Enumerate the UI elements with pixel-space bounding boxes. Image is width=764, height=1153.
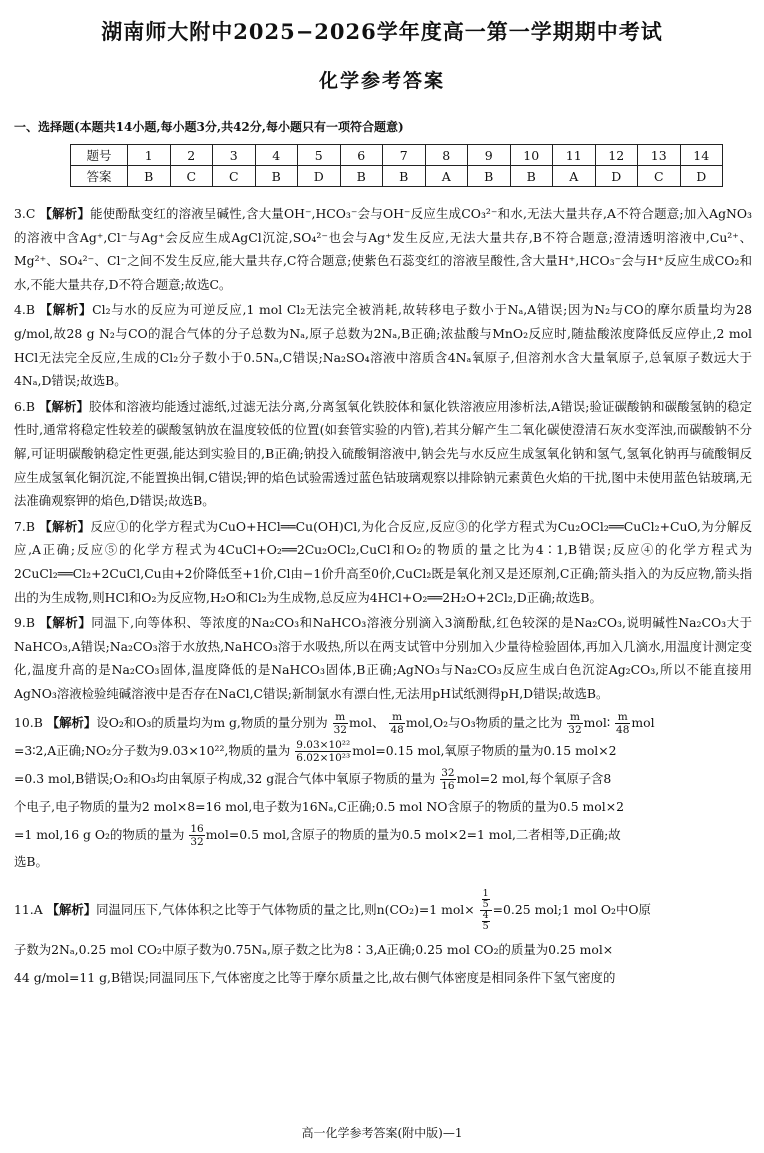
solution-text: mol∶	[583, 715, 611, 731]
section-heading: 一、选择题(本题共14小题,每小题3分,共42分,每小题只有一项符合题意)	[14, 120, 404, 134]
solution-text: mol=0.5 mol,含原子的物质的量为0.5 mol×2=1 mol,二者相等,D正确;故	[205, 826, 621, 842]
answer-cell: D	[298, 166, 341, 187]
solution-text: 子数为2Nₐ,0.25 mol CO₂中原子数为0.75Nₐ,原子数之比为8∶3,A正确;0.25 mol CO₂的质量为0.25 mol×	[14, 942, 614, 958]
answer-cell: B	[255, 166, 298, 187]
analysis-tag: 【解析】	[39, 398, 90, 414]
denominator: 48	[390, 724, 404, 737]
solution-text: mol	[631, 715, 655, 731]
answer-cell: D	[595, 166, 638, 187]
solution-line	[14, 936, 752, 964]
question-number: 8	[425, 145, 468, 166]
answer-cell: C	[170, 166, 213, 187]
question-label: 11.A	[14, 902, 43, 918]
numerator	[480, 889, 492, 911]
analysis-tag: 【解析】	[39, 518, 91, 534]
solution-text: 能使酚酞变红的溶液呈碱性,含大量OH⁻,HCO₃⁻会与OH⁻反应生成CO₃²⁻和水,无法大量共存,A不符合题意;加入AgNO₃的溶液中含Ag⁺,Cl⁻与Ag⁺会反应生成AgCl沉淀,SO₄²⁻也会与Ag⁺发生反应,无法大量共存,B不符合题意;澄清透明溶液中,Cu²⁺、Mg²⁺、SO₄²⁻、Cl⁻之间不发生反应,能大量共存,C符合题意;使紫色石蕊变红的溶液呈酸性,含大量H⁺,HCO₃⁻会与H⁺反应生成CO₂和水,不能大量共存,D不符合题意;故选C。	[14, 206, 752, 292]
solution-text: mol、	[348, 715, 385, 731]
solution-text: mol=2 mol,每个氧原子含8	[456, 771, 612, 787]
row-label: 答案	[71, 166, 128, 187]
page-subtitle: 化学参考答案	[318, 70, 445, 92]
solution-text: 设O₂和O₃的质量均为m g,物质的量分别为	[96, 715, 328, 731]
fraction	[482, 889, 490, 910]
answer-cell: B	[510, 166, 553, 187]
question-number: 13	[638, 145, 681, 166]
solution-text: =0.3 mol,B错误;O₂和O₃均由氧原子构成,32 g混合气体中氧原子物质的量为	[14, 771, 436, 787]
denominator: 5	[482, 921, 489, 933]
page-footer: 高一化学参考答案(附中版)—1	[301, 1126, 463, 1140]
question-number: 4	[255, 145, 298, 166]
question-label: 10.B	[14, 715, 43, 731]
question-number: 10	[510, 145, 553, 166]
solution-text: 胶体和溶液均能透过滤纸,过滤无法分离,分离氢氧化铁胶体和氯化铁溶液应用渗析法,A错误;验证碳酸钠和碳酸氢钠的稳定性时,通常将稳定性较差的碳酸氢钠放在温度较低的位置(如套管实验的内管),若其分解产生二氧化碳使澄清石灰水变浑浊,而碳酸钠不分解,可证明碳酸钠稳定性更强,能达到实验目的,B正确;钠投入硫酸铜溶液中,钠会先与水反应生成氢氧化钠和氢气,氢氧化钠再与硫酸铜反应生成氢氧化铜沉淀,不能置换出铜,C错误;钾的焰色试验需透过蓝色钴玻璃观察以排除钠元素黄色火焰的干扰,图中未使用蓝色钴玻璃,无法准确观察钾的焰色,D错误;故选B。	[14, 398, 752, 509]
solution-line	[14, 793, 752, 821]
analysis-tag: 【解析】	[39, 206, 91, 221]
solution-line	[14, 765, 752, 793]
solution-text: Cl₂与水的反应为可逆反应,1 mol Cl₂无法完全被消耗,故转移电子数小于Nₐ,A错误;因为N₂与CO的摩尔质量均为28 g/mol,故28 g N₂与CO的混合气体的分子总数为Nₐ,原子总数为2Nₐ,B正确;浓盐酸与MnO₂反应时,随盐酸浓度降低反应停止,2 mol HCl无法完全反应,生成的Cl₂分子数小于0.5Nₐ,C错误;Na₂SO₄溶液中溶质含4Nₐ氧原子,但溶剂水含大量氧原子,总氧原子数远大于4Nₐ,D错误;故选B。	[14, 302, 753, 389]
row-label: 题号	[71, 145, 128, 166]
answer-cell: B	[128, 166, 171, 187]
numerator: m	[389, 711, 404, 724]
solution-text: =0.25 mol;1 mol O₂中O原	[492, 902, 651, 918]
denominator: 6.02×10²³	[296, 752, 351, 765]
analysis-tag: 【解析】	[39, 615, 92, 631]
numerator: 32	[441, 767, 455, 780]
question-number: 14	[680, 145, 723, 166]
solution-line	[14, 709, 752, 737]
table-row-answers	[71, 166, 723, 187]
solution-text: 反应①的化学方程式为CuO+HCl══Cu(OH)Cl,为化合反应,反应③的化学方程式为Cu₂OCl₂══CuCl₂+CuO,为分解反应,A正确;反应⑤的化学方程式为4CuCl+O₂══2Cu₂OCl₂,CuCl和O₂的物质的量之比为4∶1,B错误;反应④的化学方程式为2CuCl₂══Cl₂+2CuCl,Cu由+2价降低至+1价,Cl由−1价升高至0价,CuCl₂既是氧化剂又是还原剂,C正确;箭头指入的为反应物,箭头指出的为生成物,则HCl和O₂为反应物,H₂O和Cl₂为生成物,总反应为4HCl+O₂══2H₂O+2Cl₂,D正确;故选B。	[14, 518, 752, 605]
question-label: 6.B	[14, 398, 35, 414]
question-label: 9.B	[14, 615, 35, 631]
solution-text: 44 g/mol=11 g,B错误;同温同压下,气体密度之比等于摩尔质量之比,故右侧气体密度是相同条件下氢气密度的	[14, 970, 616, 986]
answer-cell: A	[553, 166, 596, 187]
numerator: m	[333, 711, 348, 724]
question-number: 7	[383, 145, 426, 166]
solution-7	[14, 515, 752, 609]
question-label: 7.B	[14, 518, 35, 534]
analysis-tag: 【解析】	[46, 902, 97, 918]
fraction	[189, 823, 204, 848]
solution-4	[14, 298, 752, 392]
solution-9	[14, 611, 752, 705]
answer-cell: B	[383, 166, 426, 187]
fraction	[389, 711, 404, 736]
solution-line	[14, 821, 752, 849]
fraction	[567, 711, 582, 736]
solution-3	[14, 202, 752, 296]
answer-cell: C	[638, 166, 681, 187]
numerator: m	[615, 711, 630, 724]
denominator: 5	[482, 899, 489, 911]
answer-cell: D	[680, 166, 723, 187]
question-number: 11	[553, 145, 596, 166]
solution-line	[14, 884, 752, 936]
question-label: 4.B	[14, 302, 35, 318]
solution-text: 选B。	[14, 854, 48, 870]
denominator: 48	[616, 724, 630, 737]
solutions	[14, 202, 752, 992]
table-row-numbers	[71, 145, 723, 166]
solution-10	[14, 709, 752, 876]
question-number: 2	[170, 145, 213, 166]
solution-line	[14, 848, 752, 876]
solution-text: 同温同压下,气体体积之比等于气体物质的量之比,则n(CO₂)=1 mol×	[96, 902, 475, 918]
solution-text: 同温下,向等体积、等浓度的Na₂CO₃和NaHCO₃溶液分别滴入3滴酚酞,红色较深的是Na₂CO₃,说明碱性Na₂CO₃大于NaHCO₃,A错误;Na₂CO₃溶于水放热,NaHCO₃溶于水吸热,所以在两支试管中分别加入少量待检验固体,再加入几滴水,用温度计测定变化,温度升高的是Na₂CO₃固体,温度降低的是NaHCO₃固体,B正确;AgNO₃与Na₂CO₃反应生成白色沉淀Ag₂CO₃,所以不能直接用AgNO₃溶液检验纯碱溶液中是否存在NaCl,C错误;新制氯水有漂白性,无法用pH试纸测得pH,D错误;故选B。	[14, 615, 753, 701]
question-number: 1	[128, 145, 171, 166]
solution-line	[14, 964, 752, 992]
solution-text: =1 mol,16 g O₂的物质的量为	[14, 826, 185, 842]
denominator: 32	[333, 724, 347, 737]
numerator: 1	[482, 888, 489, 900]
answer-cell: C	[213, 166, 256, 187]
answer-cell: A	[425, 166, 468, 187]
answer-cell: B	[340, 166, 383, 187]
question-number: 3	[213, 145, 256, 166]
question-number: 9	[468, 145, 511, 166]
fraction	[440, 767, 455, 792]
answer-table	[70, 144, 723, 187]
compound-fraction	[480, 889, 492, 932]
question-number: 6	[340, 145, 383, 166]
denominator: 32	[568, 724, 582, 737]
page-title: 湖南师大附中2025−2026学年度高一第一学期期中考试	[101, 19, 663, 44]
analysis-tag: 【解析】	[39, 302, 93, 318]
solution-11	[14, 884, 752, 992]
question-number: 5	[298, 145, 341, 166]
numerator: 16	[190, 822, 204, 835]
question-label: 3.C	[14, 206, 36, 221]
numerator: 9.03×10²²	[296, 739, 351, 752]
answer-cell: B	[468, 166, 511, 187]
numerator: m	[567, 711, 582, 724]
denominator: 16	[441, 780, 455, 793]
numerator: 4	[482, 910, 489, 922]
fraction	[333, 711, 348, 736]
solution-6	[14, 395, 752, 513]
analysis-tag: 【解析】	[46, 715, 97, 731]
question-number: 12	[595, 145, 638, 166]
fraction	[295, 739, 351, 764]
solution-text: mol,O₂与O₃物质的量之比为	[405, 715, 563, 731]
solution-text: =3∶2,A正确;NO₂分子数为9.03×10²²,物质的量为	[14, 743, 291, 759]
denominator: 32	[190, 835, 204, 848]
fraction	[482, 911, 490, 932]
denominator	[480, 911, 492, 932]
fraction	[615, 711, 630, 736]
solution-line	[14, 737, 752, 765]
solution-text: mol=0.15 mol,氧原子物质的量为0.15 mol×2	[352, 743, 617, 759]
solution-text: 个电子,电子物质的量为2 mol×8=16 mol,电子数为16Nₐ,C正确;0.5 mol NO含原子的物质的量为0.5 mol×2	[14, 798, 624, 814]
